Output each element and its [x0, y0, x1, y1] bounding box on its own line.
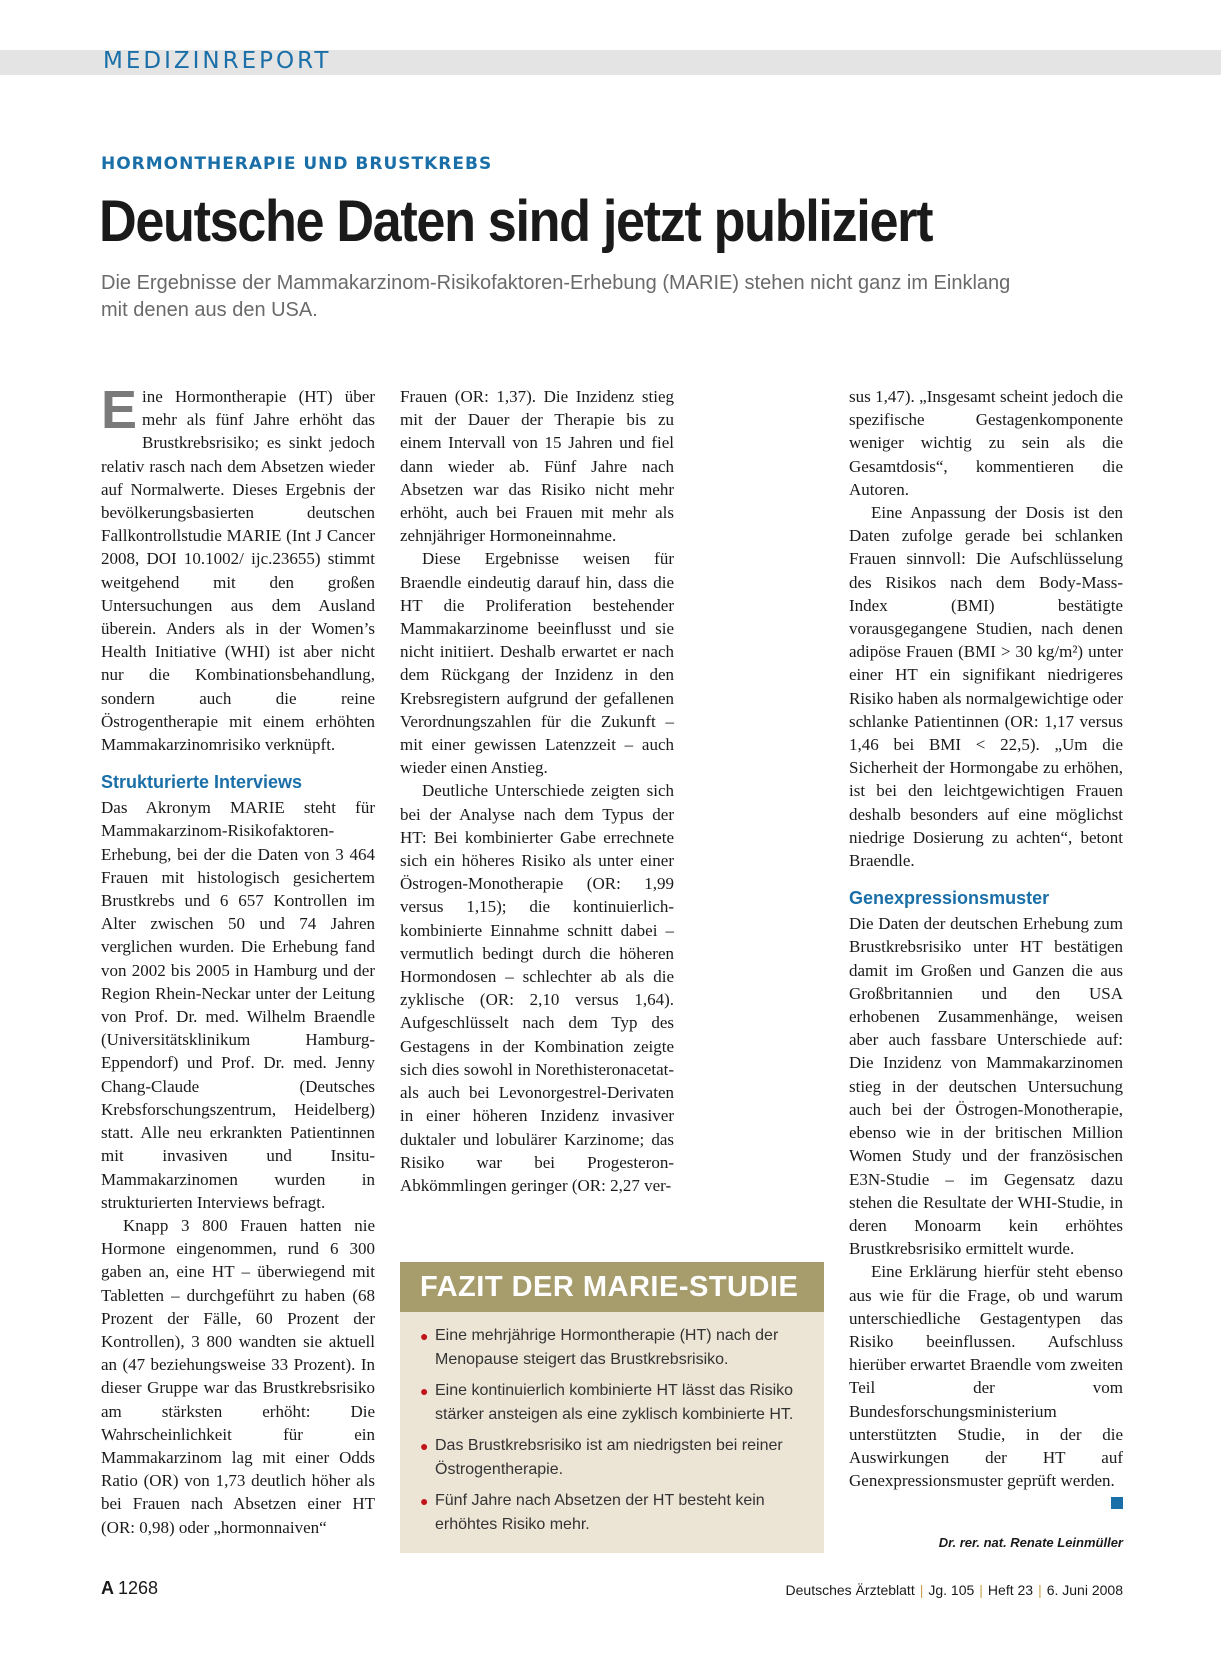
column-2 [400, 385, 674, 1197]
paragraph: Eine Hormontherapie (HT) über mehr als fünf Jahre erhöht das Brustkrebsrisiko; es sinkt jedoch relativ rasch nach dem Absetzen wieder auf Normalwerte. Dieses Ergebnis der bevölkerungsbasierten deutschen Fallkontrollstudie MARIE (Int J Cancer 2008, DOI 10.1002/ ijc.23655) stimmt weitgehend mit den großen Untersuchungen aus dem Ausland überein. Anders als in der Women’s Health Initiative (WHI) ist aber nicht nur die Kombinationsbehandlung, sondern auch die reine Östrogentherapie mit einem erhöhten Mammakarzinomrisiko verknüpft. [101, 380, 375, 755]
paragraph: Das Akronym MARIE steht für Mammakarzinom-Risikofaktoren-Erhebung, bei der die Daten von 3 464 Frauen mit histologisch gesichertem Brustkrebs und 6 657 Kontrollen im Alter zwischen 50 und 74 Jahren verglichen wurden. Die Erhebung fand von 2002 bis 2005 in Hamburg und der Region Rhein-Neckar unter der Leitung von Prof. Dr. med. Wilhelm Braendle (Universitätsklinikum Hamburg-Eppendorf) und Prof. Dr. med. Jenny Chang-Claude (Deutsches Krebsforschungszentrum, Heidelberg) statt. Alle neu erkrankten Patientinnen mit invasiven und Insitu-Mammakarzinomen wurden in strukturierten Interviews befragt. [101, 798, 375, 1212]
bullet-icon: ● [420, 1383, 429, 1399]
page-number: A 1268 [101, 1578, 159, 1598]
end-mark-icon [1111, 1497, 1123, 1509]
paragraph: Eine Anpassung der Dosis ist den Daten zufolge gerade bei schlanken Frauen sinnvoll: Die Aufschlüsselung des Risikos nach dem Body-Mass-Index (BMI) bestätigte vorausgegangene Studien, nach denen adipöse Frauen (BMI > 30 kg/m²) unter einer HT ein signifikant niedrigeres Risiko haben als normalgewichtige oder schlanke Patientinnen (OR: 1,17 versus 1,46 bei BMI < 22,5). „Um die Sicherheit der Hormongabe zu erhöhen, ist bei den leichtgewichtigen Frauen deshalb besonders auf eine möglichst niedrige Dosierung zu achten“, betont Braendle. [849, 503, 1123, 871]
column-3 [849, 385, 1123, 1509]
article-lead: Die Ergebnisse der Mammakarzinom-Risikofaktoren-Erhebung (MARIE) stehen nicht ganz im Einklang mit denen aus den USA. [101, 272, 1011, 321]
column-1 [101, 380, 375, 1539]
paragraph: Deutliche Unterschiede zeigten sich bei der Analyse nach dem Typus der HT: Bei kombinierter Gabe errechnete sich ein höheres Risiko als unter einer Östrogen-Monotherapie (OR: 1,99 versus 1,15); die kontinuierlich-kombinierte Einnahme schnitt dabei – vermutlich bedingt durch die höheren Hormondosen – schlechter ab als die zyklische (OR: 2,10 versus 1,64). Aufgeschlüsselt nach dem Typ des Gestagens in der Kombination zeigte sich dies sowohl in Norethisteronacetat- als auch bei Levonorgestrel-Derivaten in einer höheren Inzidenz invasiver duktaler und lobulärer Karzinome; das Risiko war bei Progesteron-Abkömmlingen geringer (OR: 2,27 ver- [400, 781, 674, 1195]
paragraph: Diese Ergebnisse weisen für Braendle eindeutig darauf hin, dass die HT die Proliferation bestehender Mammakarzinome beeinflusst und sie nicht initiiert. Deshalb erwartet er nach dem Rückgang der Inzidenz in den Krebsregistern aufgrund der gefallenen Verordnungszahlen für die Zukunft – mit einer gewissen Latenzzeit – auch wieder einen Anstieg. [400, 549, 674, 778]
subheading-genexpressionsmuster: Genexpressionsmuster [849, 888, 1050, 909]
bullet-icon: ● [420, 1493, 429, 1509]
bullet-icon: ● [420, 1438, 429, 1454]
drop-cap: E [101, 380, 138, 440]
bullet-icon: ● [420, 1328, 429, 1344]
fazit-title: FAZIT DER MARIE-STUDIE [400, 1262, 824, 1312]
journal-volume: Jg. 105 [928, 1582, 975, 1598]
section-label: MEDIZINREPORT [103, 48, 332, 74]
author: Dr. rer. nat. Renate Leinmüller [938, 1535, 1123, 1550]
journal-issue: Heft 23 [987, 1582, 1034, 1598]
journal-date: 6. Juni 2008 [1046, 1582, 1123, 1598]
paragraph: Frauen (OR: 1,37). Die Inzidenz stieg mit der Dauer der Therapie bis zu einem Intervall von 15 Jahren und fiel dann wieder ab. Fünf Jahre nach Absetzen war das Risiko nicht mehr erhöht, auch bei Frauen mit mehr als zehnjähriger Hormoneinnahme. [400, 387, 674, 546]
journal-info: Deutsches Ärzteblatt | Jg. 105 | Heft 23 | 6. Juni 2008 [785, 1582, 1123, 1598]
journal-name: Deutsches Ärzteblatt [785, 1582, 915, 1598]
paragraph: Knapp 3 800 Frauen hatten nie Hormone eingenommen, rund 6 300 gaben an, eine HT – überwiegend mit Tabletten – durchgeführt zu haben (68 Prozent der Fälle, 60 Prozent der Kontrollen), 3 800 wandten sie aktuell an (47 beziehungsweise 33 Prozent). In dieser Gruppe war das Brustkrebsrisiko am stärksten erhöht: Die Wahrscheinlichkeit für ein Mammakarzinom lag mit einer Odds Ratio (OR) von 1,73 deutlich höher als bei Frauen nach Absetzen einer HT (OR: 0,98) oder „hormonnaiven“ [101, 1215, 375, 1537]
article-kicker: HORMONTHERAPIE UND BRUSTKREBS [101, 154, 493, 174]
paragraph: Eine Erklärung hierfür steht ebenso aus wie für die Frage, ob und warum unterschiedliche Gestagentypen das Risiko beeinflussen. Aufschluss hierüber erwartet Braendle vom zweiten Teil der vom Bundesforschungsministerium unterstützten Studie, in der die Auswirkungen der HT auf Genexpressionsmuster geprüft werden. [849, 1260, 1123, 1492]
fazit-item: ● Das Brustkrebsrisiko ist am niedrigsten bei reiner Östrogentherapie. [420, 1434, 808, 1482]
fazit-box [400, 1262, 824, 1553]
subheading-strukturierte-interviews: Strukturierte Interviews [101, 772, 303, 793]
fazit-item: ● Fünf Jahre nach Absetzen der HT besteht kein erhöhtes Risiko mehr. [420, 1489, 808, 1537]
fazit-item: ● Eine mehrjährige Hormontherapie (HT) nach der Menopause steigert das Brustkrebsrisiko. [420, 1324, 808, 1372]
article-title: Deutsche Daten sind jetzt publiziert [99, 189, 933, 254]
fazit-list [400, 1312, 824, 1537]
paragraph: sus 1,47). „Insgesamt scheint jedoch die spezifische Gestagenkomponente weniger wichtig zu sein als die Gesamtdosis“, kommentieren die Autoren. [849, 387, 1123, 499]
fazit-item: ● Eine kontinuierlich kombinierte HT lässt das Risiko stärker ansteigen als eine zyklisch kombinierte HT. [420, 1379, 808, 1427]
paragraph: Die Daten der deutschen Erhebung zum Brustkrebsrisiko unter HT bestätigen damit im Großen und Ganzen die aus Großbritannien und den USA erhobenen Zusammenhänge, weisen aber auch fassbare Unterschiede auf: Die Inzidenz von Mammakarzinomen stieg in der deutschen Untersuchung auch bei der Östrogen-Monotherapie, ebenso wie in der britischen Million Women Study und der französischen E3N-Studie – im Gegensatz dazu stehen die Resultate der WHI-Studie, in deren Monoarm kein erhöhtes Brustkrebsrisiko ermittelt wurde. [849, 914, 1123, 1259]
